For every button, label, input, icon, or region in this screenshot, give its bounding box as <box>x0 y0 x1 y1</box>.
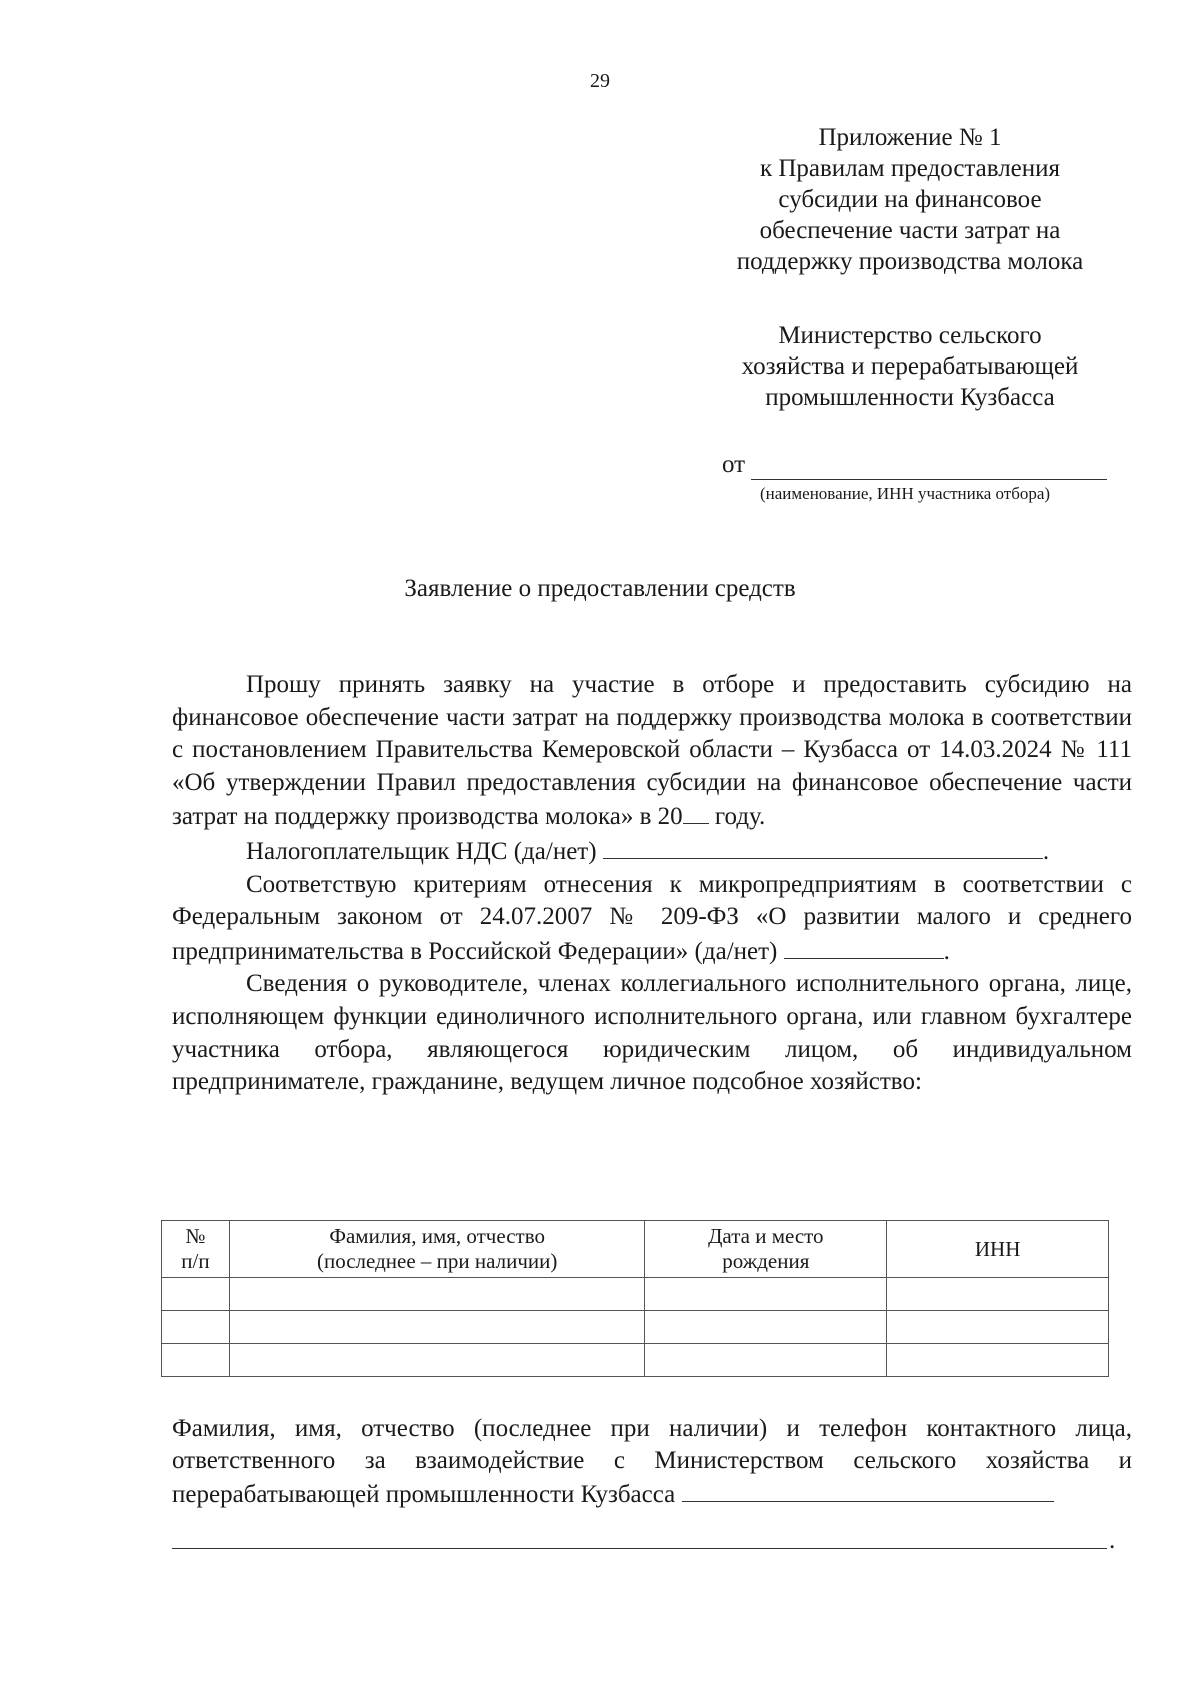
contact-text: Фамилия, имя, отчество (последнее при наличии) и телефон контактного лица, ответственного за взаимодействие с Министерством сельского хозяйства и перерабатывающей промышленности Кузбасса <box>172 1415 1132 1508</box>
year-field[interactable] <box>683 799 709 824</box>
header-line: п/п <box>181 1249 210 1273</box>
vat-field[interactable] <box>603 834 1043 859</box>
appendix-line: поддержку производства молока <box>736 248 1084 275</box>
request-paragraph <box>172 669 1132 834</box>
from-label: от <box>722 451 746 478</box>
table-row <box>162 1311 1109 1344</box>
header-line: ИНН <box>974 1236 1021 1261</box>
table-cell[interactable] <box>229 1344 645 1377</box>
appendix-block <box>700 122 1120 277</box>
column-header-inn <box>887 1221 1109 1278</box>
year-prefix: 20 <box>657 803 683 831</box>
contact-field-continuation[interactable] <box>172 1548 1107 1549</box>
table-cell[interactable] <box>162 1278 230 1311</box>
appendix-line: Приложение № 1 <box>818 124 1002 151</box>
contact-paragraph <box>172 1413 1132 1511</box>
micro-enterprise-text: Соответствую критериям отнесения к микропредприятиям в соответствии с Федеральным законом от 24.07.2007 № 209-ФЗ «О развитии малого и среднего предпринимательства в Российской Федерации» (да/нет) <box>172 870 1132 965</box>
document-title: Заявление о предоставлении средств <box>404 575 796 602</box>
vat-paragraph <box>172 834 1132 869</box>
applicant-field-caption: (наименование, ИНН участника отбора) <box>760 484 1051 503</box>
page-number: 29 <box>590 70 610 92</box>
table-row <box>162 1278 1109 1311</box>
table-row <box>162 1344 1109 1377</box>
officials-paragraph: Сведения о руководителе, членах коллегиального исполнительного органа, лице, исполняющем функции единоличного исполнительного органа, или главном бухгалтере участника отбора, являющегося юридическим лицом, об индивидуальном предпринимателе, гражданине, ведущем личное подсобное хозяйство: <box>172 970 1132 1096</box>
table-cell[interactable] <box>229 1311 645 1344</box>
applicant-field[interactable] <box>751 453 1107 480</box>
table-cell[interactable] <box>645 1311 887 1344</box>
vat-period: . <box>1042 837 1050 865</box>
officials-table <box>161 1220 1109 1377</box>
table-cell[interactable] <box>162 1311 230 1344</box>
header-line: Дата и место <box>708 1224 824 1248</box>
addressee-line: Министерство сельского <box>778 322 1042 349</box>
from-row <box>722 450 1107 480</box>
header-line: Фамилия, имя, отчество <box>329 1224 545 1248</box>
table-cell[interactable] <box>887 1278 1109 1311</box>
appendix-line: к Правилам предоставления <box>759 155 1061 182</box>
table-cell[interactable] <box>229 1278 645 1311</box>
addressee-line: хозяйства и перерабатывающей <box>741 353 1079 380</box>
contact-field[interactable] <box>682 1477 1054 1502</box>
header-line: рождения <box>722 1249 810 1273</box>
appendix-line: субсидии на финансовое <box>778 186 1042 213</box>
column-header-birth-date-place <box>645 1221 887 1278</box>
application-body <box>172 669 1132 1099</box>
contact-person-block <box>172 1413 1132 1511</box>
table-cell[interactable] <box>887 1311 1109 1344</box>
table-cell[interactable] <box>162 1344 230 1377</box>
table-header-row <box>162 1221 1109 1278</box>
appendix-line: обеспечение части затрат на <box>759 217 1061 244</box>
header-line: № <box>185 1224 206 1248</box>
micro-enterprise-period: . <box>943 937 950 965</box>
year-suffix: году. <box>714 803 766 831</box>
table-cell[interactable] <box>645 1344 887 1377</box>
micro-enterprise-field[interactable] <box>784 934 944 959</box>
addressee-line: промышленности Кузбасса <box>765 384 1055 411</box>
micro-enterprise-paragraph <box>172 869 1132 969</box>
contact-period: . <box>1109 1527 1116 1554</box>
column-header-full-name <box>229 1221 645 1278</box>
table-cell[interactable] <box>887 1344 1109 1377</box>
addressee-block <box>700 320 1120 413</box>
header-line: (последнее – при наличии) <box>316 1249 558 1273</box>
request-text: Прошу принять заявку на участие в отборе и предоставить субсидию на финансовое обеспечение части затрат на поддержку производства молока в соответствии с постановлением Правительства Кемеровской области – Кузбасса от 14.03.2024 № 111 «Об утверждении Правил предоставления субсидии на финансовое обеспечение части затрат на поддержку производства молока» в <box>172 671 1132 831</box>
vat-label: Налогоплательщик НДС (да/нет) <box>246 837 597 865</box>
column-header-number <box>162 1221 230 1278</box>
table-cell[interactable] <box>645 1278 887 1311</box>
